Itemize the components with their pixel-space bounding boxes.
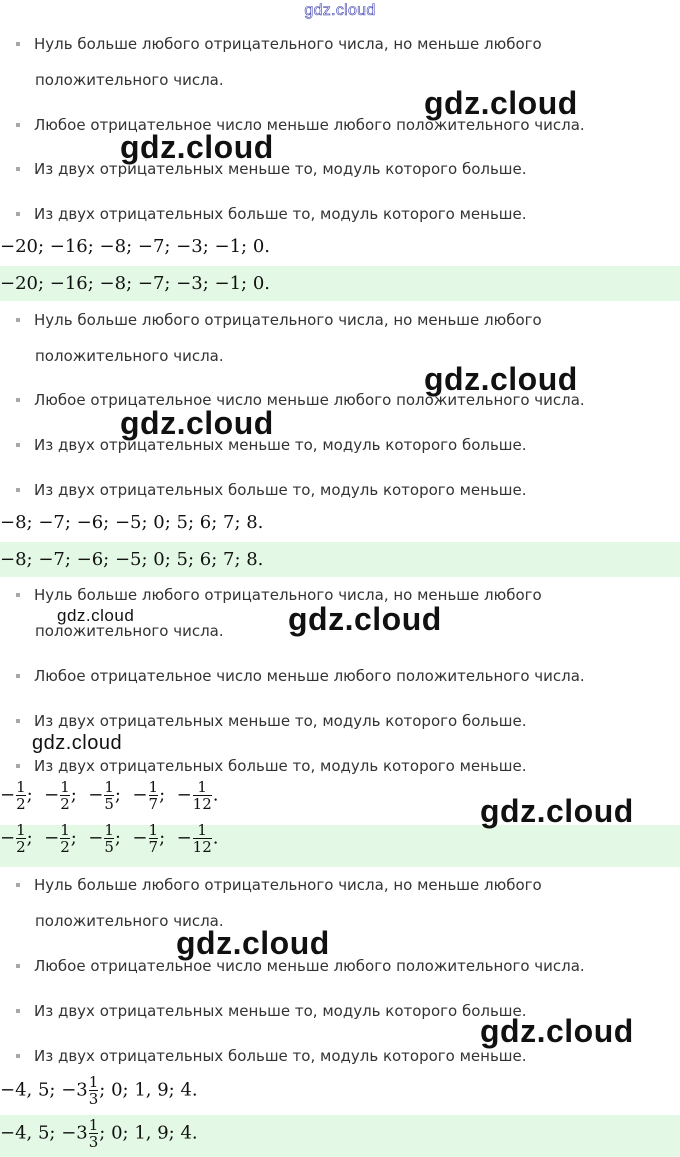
watermark: gdz.cloud — [120, 405, 274, 441]
bullet-icon — [16, 488, 20, 492]
fraction: $\frac{1}{7}$ — [148, 821, 159, 856]
watermark: gdz.cloud — [480, 1013, 634, 1049]
fraction: $\frac{1}{12}$ — [192, 778, 212, 813]
bullet-icon — [16, 123, 20, 127]
watermark: gdz.cloud — [57, 606, 135, 625]
bullet-icon — [16, 42, 20, 46]
option-text: Нуль больше любого отрицательного числа, но меньше любого — [34, 311, 542, 329]
option-item[interactable] — [16, 302, 542, 365]
fraction: $\frac{1}{5}$ — [104, 778, 114, 813]
option-text-cont: положительного числа. — [35, 71, 224, 89]
option-item[interactable] — [16, 26, 542, 89]
option-item[interactable] — [16, 658, 585, 694]
bullet-icon — [16, 964, 20, 968]
option-text-cont: положительного числа. — [35, 622, 224, 640]
option-text: Из двух отрицательных больше то, модуль которого меньше. — [34, 481, 527, 499]
option-text-cont: положительного числа. — [35, 912, 224, 930]
bullet-icon — [16, 167, 20, 171]
fraction: $\frac{1}{2}$ — [60, 821, 70, 856]
answer-math: −20; −16; −8; −7; −3; −1; 0. — [0, 266, 680, 301]
option-text: Нуль больше любого отрицательного числа, но меньше любого — [34, 35, 542, 53]
watermark: gdz.cloud — [424, 361, 578, 397]
answer-math: − $\frac{1}{2}$ ; − $\frac{1}{2}$ ; − $\frac{1}{5}$ ; − $\frac{1}{7}$ ; − $\frac{1}{12}$ . — [0, 825, 680, 867]
option-text: Из двух отрицательных больше то, модуль которого меньше. — [34, 205, 527, 223]
bullet-icon — [16, 318, 20, 322]
option-item[interactable] — [16, 993, 527, 1029]
option-text: Из двух отрицательных меньше то, модуль которого больше. — [34, 1002, 527, 1020]
bullet-icon — [16, 1054, 20, 1058]
bullet-icon — [16, 398, 20, 402]
option-text: Из двух отрицательных меньше то, модуль которого больше. — [34, 160, 527, 178]
fraction: $\frac{1}{5}$ — [104, 821, 114, 856]
fraction: $\frac{1}{3}$ — [88, 1073, 99, 1108]
bullet-icon — [16, 764, 20, 768]
fraction: $\frac{1}{2}$ — [16, 778, 26, 813]
question-math: − $\frac{1}{2}$ ; − $\frac{1}{2}$ ; − $\frac{1}{5}$ ; − $\frac{1}{7}$ ; − $\frac{1}{12}$ . — [0, 778, 219, 813]
option-text: Из двух отрицательных больше то, модуль которого меньше. — [34, 1047, 527, 1065]
answer-math: −4, 5; −3 $\frac{1}{3}$ ; 0; 1, 9; 4. — [0, 1115, 680, 1157]
fraction: $\frac{1}{12}$ — [192, 821, 212, 856]
watermark: gdz.cloud — [424, 85, 578, 121]
watermark: gdz.cloud — [176, 925, 330, 961]
option-item[interactable] — [16, 1038, 527, 1074]
option-text: Нуль больше любого отрицательного числа, но меньше любого — [34, 876, 542, 894]
bullet-icon — [16, 593, 20, 597]
bullet-icon — [16, 674, 20, 678]
watermark: gdz.cloud — [480, 793, 634, 829]
fraction: $\frac{1}{2}$ — [60, 778, 70, 813]
option-item[interactable] — [16, 196, 527, 232]
watermark: gdz.cloud — [288, 601, 442, 637]
option-text: Любое отрицательное число меньше любого положительного числа. — [34, 667, 585, 685]
watermark: gdz.cloud — [32, 732, 123, 754]
option-text: Из двух отрицательных больше то, модуль которого меньше. — [34, 757, 527, 775]
fraction: $\frac{1}{7}$ — [148, 778, 159, 813]
answer-math: −8; −7; −6; −5; 0; 5; 6; 7; 8. — [0, 542, 680, 577]
bullet-icon — [16, 719, 20, 723]
option-text: Нуль больше любого отрицательного числа, но меньше любого — [34, 586, 542, 604]
fraction: $\frac{1}{2}$ — [16, 821, 26, 856]
question-math: −20; −16; −8; −7; −3; −1; 0. — [0, 236, 270, 257]
question-math: −4, 5; −3 $\frac{1}{3}$ ; 0; 1, 9; 4. — [0, 1073, 198, 1108]
fraction: $\frac{1}{3}$ — [88, 1116, 99, 1151]
option-text: Из двух отрицательных меньше то, модуль которого больше. — [34, 436, 527, 454]
question-math: −8; −7; −6; −5; 0; 5; 6; 7; 8. — [0, 512, 264, 533]
bullet-icon — [16, 883, 20, 887]
bullet-icon — [16, 443, 20, 447]
option-item[interactable] — [16, 472, 527, 508]
bullet-icon — [16, 212, 20, 216]
header-watermark: gdz.cloud — [304, 2, 376, 19]
option-text: Любое отрицательное число меньше любого положительного числа. — [34, 391, 585, 409]
watermark: gdz.cloud — [120, 129, 274, 165]
option-text: Любое отрицательное число меньше любого положительного числа. — [34, 957, 585, 975]
option-text: Любое отрицательное число меньше любого положительного числа. — [34, 116, 585, 134]
option-text: Из двух отрицательных меньше то, модуль которого больше. — [34, 712, 527, 730]
bullet-icon — [16, 1009, 20, 1013]
option-item[interactable] — [16, 867, 542, 930]
option-text-cont: положительного числа. — [35, 347, 224, 365]
